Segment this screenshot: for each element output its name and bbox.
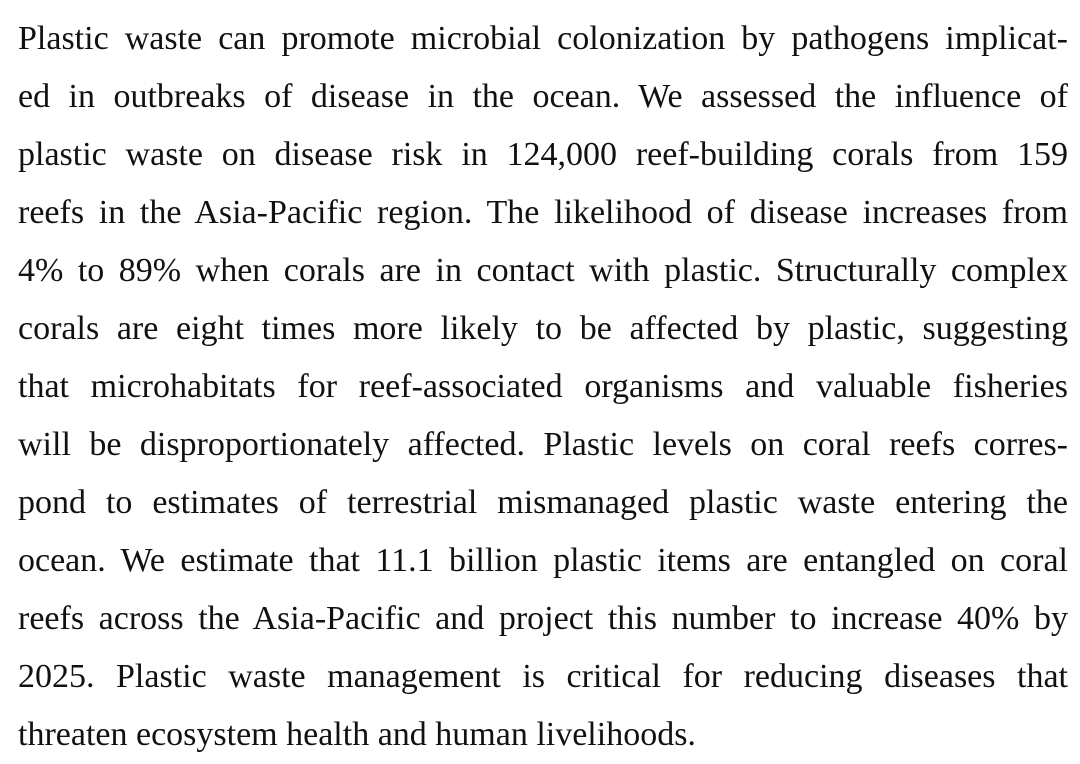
abstract-line: 4% to 89% when corals are in contact with plastic. Structurally complex <box>18 252 1068 289</box>
abstract-line: will be disproportionately affected. Plastic levels on coral reefs corres- <box>18 426 1068 463</box>
abstract-line: pond to estimates of terrestrial mismanaged plastic waste entering the <box>18 484 1068 521</box>
abstract-line: corals are eight times more likely to be affected by plastic, suggesting <box>18 310 1068 347</box>
abstract-line: threaten ecosystem health and human livelihoods. <box>18 716 696 753</box>
abstract-line: ocean. We estimate that 11.1 billion plastic items are entangled on coral <box>18 542 1068 579</box>
abstract-paragraph <box>18 10 1068 764</box>
abstract-line: that microhabitats for reef-associated organisms and valuable fisheries <box>18 368 1068 405</box>
abstract-line: reefs across the Asia-Pacific and project this number to increase 40% by <box>18 600 1068 637</box>
abstract-line: 2025. Plastic waste management is critical for reducing diseases that <box>18 658 1068 695</box>
abstract-line: Plastic waste can promote microbial colonization by pathogens implicat- <box>18 20 1068 57</box>
abstract-line: plastic waste on disease risk in 124,000 reef-building corals from 159 <box>18 136 1068 173</box>
abstract-line: ed in outbreaks of disease in the ocean. We assessed the influence of <box>18 78 1068 115</box>
abstract-line: reefs in the Asia-Pacific region. The likelihood of disease increases from <box>18 194 1068 231</box>
